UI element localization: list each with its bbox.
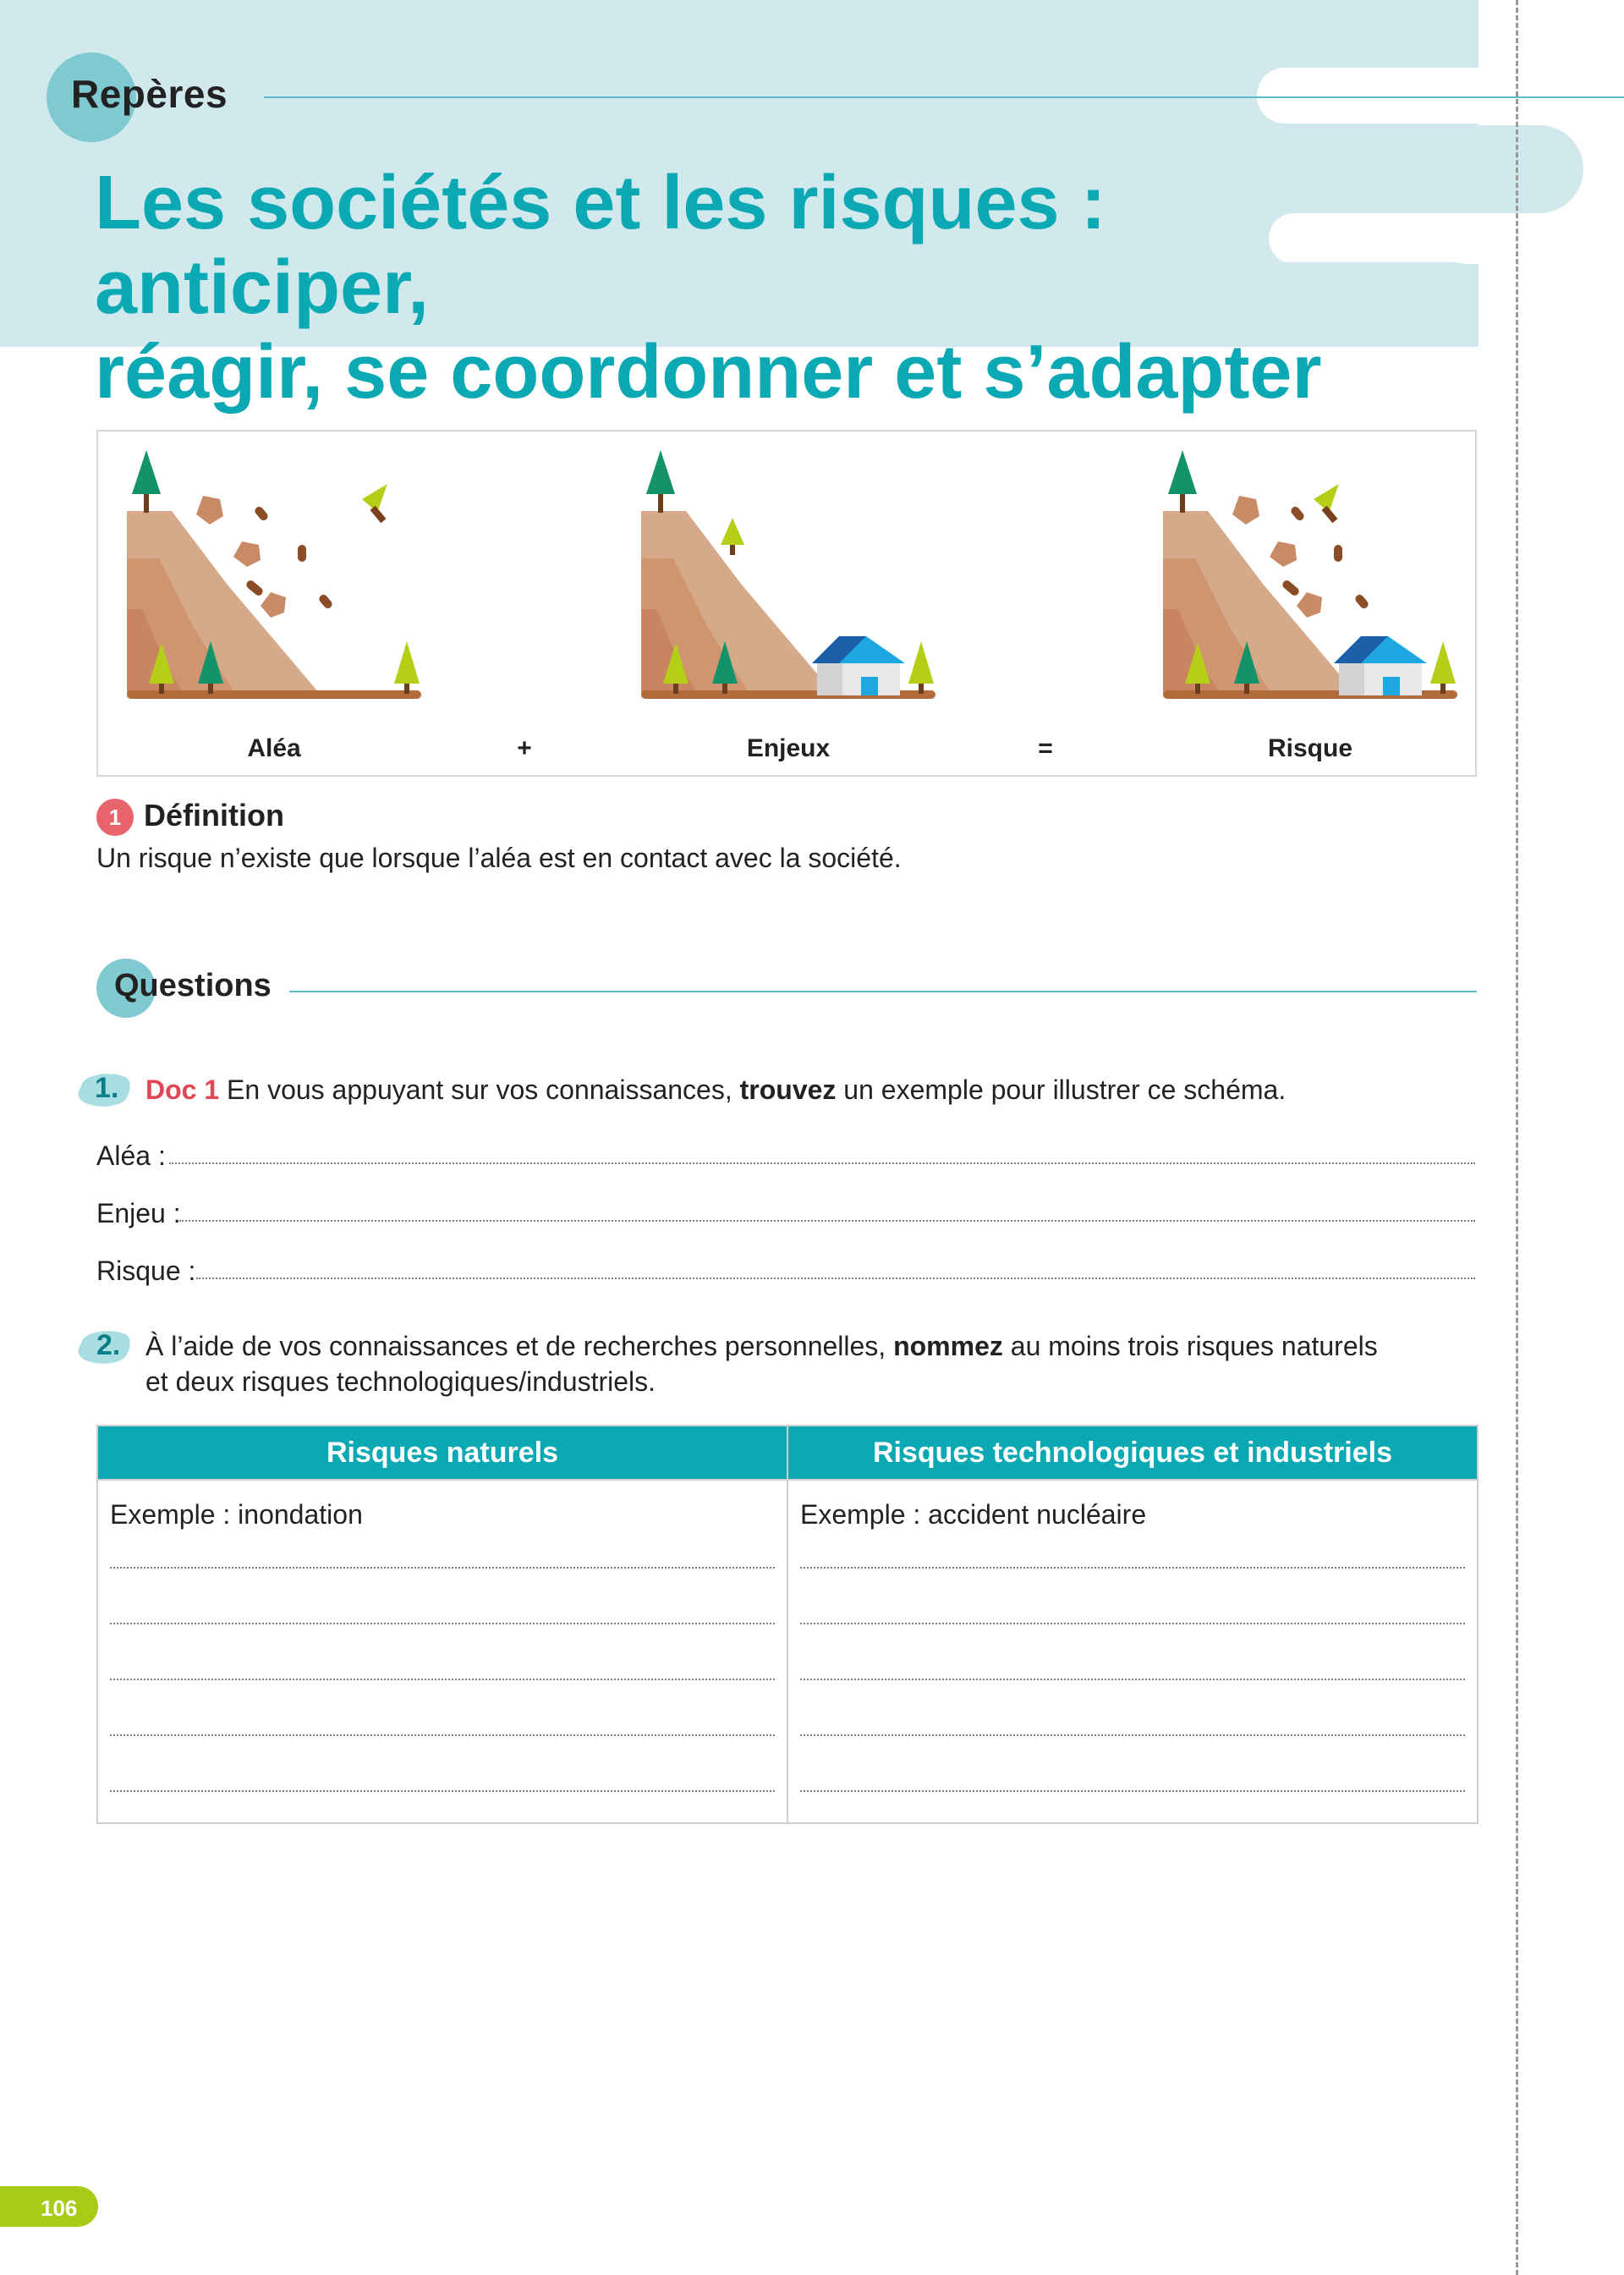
diagram-label-alea: Aléa xyxy=(247,734,301,762)
page-title xyxy=(95,161,1448,415)
question-2-keyword: nommez xyxy=(893,1331,1003,1361)
tech-risks-example: Exemple : accident nucléaire xyxy=(800,1499,1147,1530)
natural-answer-line[interactable] xyxy=(110,1736,775,1792)
definition-number-badge: 1 xyxy=(96,799,134,836)
definition-title: Définition xyxy=(144,798,284,833)
diagram-label-enjeux: Enjeux xyxy=(746,734,831,762)
natural-answer-line[interactable] xyxy=(110,1569,775,1624)
question-1-text xyxy=(145,1072,1286,1107)
tech-answer-line[interactable] xyxy=(800,1680,1465,1736)
col-header-tech-risks: Risques technologiques et industriels xyxy=(787,1426,1478,1480)
page-cut-line xyxy=(1516,0,1518,2275)
page-title-line1: Les sociétés et les risques : anticiper, xyxy=(95,161,1106,330)
question-2-line2: et deux risques technologiques/industriels. xyxy=(145,1366,656,1397)
question-1-keyword: trouvez xyxy=(739,1074,837,1105)
natural-answer-line[interactable] xyxy=(110,1680,775,1736)
page-title-line2: réagir, se coordonner et s’adapter xyxy=(95,330,1322,415)
tech-risks-cell[interactable] xyxy=(787,1480,1478,1823)
diagram-plus-sign: + xyxy=(517,734,532,762)
question-2-text-before: À l’aide de vos connaissances et de recherches personnelles, xyxy=(145,1331,894,1361)
risk-combined-illustration xyxy=(1161,440,1466,711)
diagram-label-risque: Risque xyxy=(1267,734,1353,762)
stakes-house-illustration xyxy=(639,440,944,711)
question-1-number: 1. xyxy=(95,1072,119,1104)
risks-table-header-row xyxy=(97,1426,1478,1480)
questions-divider xyxy=(289,991,1477,992)
risks-table-body-row xyxy=(97,1480,1478,1823)
answer-line-alea[interactable] xyxy=(169,1162,1475,1164)
answer-line-enjeu[interactable] xyxy=(179,1220,1475,1222)
question-1-doc-reference: Doc 1 xyxy=(145,1074,220,1105)
question-1-text-after: un exemple pour illustrer ce schéma. xyxy=(836,1074,1287,1105)
natural-answer-line[interactable] xyxy=(110,1624,775,1680)
field-label-alea: Aléa : xyxy=(96,1140,166,1171)
field-label-risque: Risque : xyxy=(96,1256,196,1286)
diagram-equals-sign: = xyxy=(1038,734,1053,762)
page-number: 106 xyxy=(41,2195,78,2221)
definition-text: Un risque n’existe que lorsque l’aléa est en contact avec la société. xyxy=(96,843,902,873)
field-label-enjeu: Enjeu : xyxy=(96,1198,181,1228)
risks-table xyxy=(96,1425,1479,1824)
section-divider xyxy=(264,96,1624,98)
tech-answer-line[interactable] xyxy=(800,1533,1465,1569)
col-header-natural-risks: Risques naturels xyxy=(97,1426,787,1480)
natural-risks-cell[interactable] xyxy=(97,1480,787,1823)
answer-line-risque[interactable] xyxy=(196,1278,1475,1279)
natural-answer-line[interactable] xyxy=(110,1533,775,1569)
question-1-text-before: En vous appuyant sur vos connaissances, xyxy=(219,1074,740,1105)
tech-answer-line[interactable] xyxy=(800,1736,1465,1792)
tech-answer-line[interactable] xyxy=(800,1624,1465,1680)
tech-answer-line[interactable] xyxy=(800,1569,1465,1624)
questions-heading: Questions xyxy=(114,968,272,1003)
question-2-text-after: au moins trois risques naturels xyxy=(1002,1331,1378,1361)
question-2-text xyxy=(145,1328,1482,1399)
question-2-number: 2. xyxy=(96,1329,121,1361)
section-label: Repères xyxy=(71,72,228,116)
landslide-hazard-illustration xyxy=(125,440,430,711)
question-2-line1 xyxy=(145,1328,1482,1364)
natural-risks-example: Exemple : inondation xyxy=(110,1499,363,1530)
